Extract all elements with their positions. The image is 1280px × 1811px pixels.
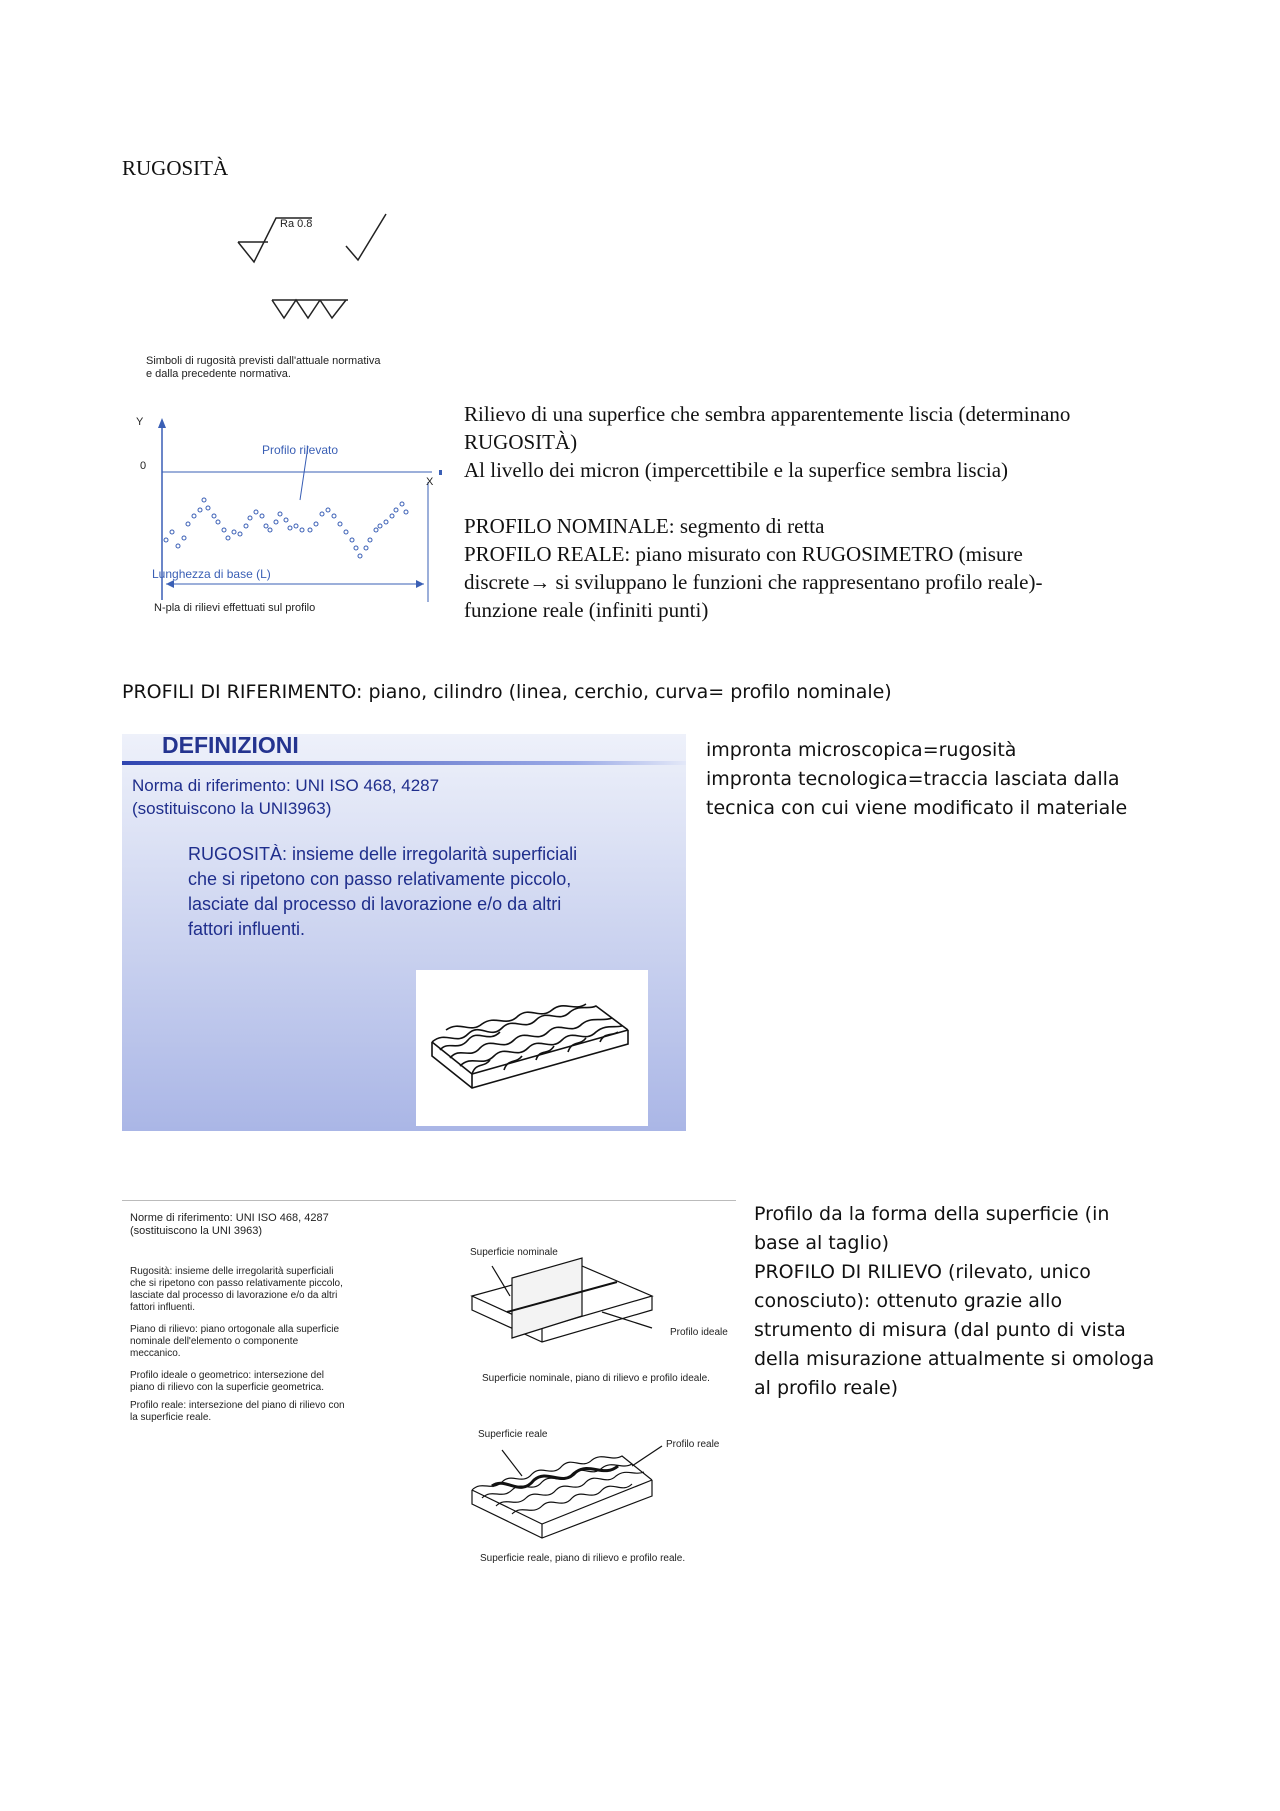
- caption-bottom: Superficie reale, piano di rilievo e profilo reale.: [480, 1553, 686, 1564]
- nominal-surface-drawing: [462, 1256, 682, 1356]
- superficie-nominale-label: Superficie nominale: [470, 1247, 558, 1258]
- slide-divider: [122, 761, 686, 765]
- superficie-reale-label: Superficie reale: [478, 1429, 548, 1440]
- base-length-label: Lunghezza di base (L): [152, 567, 271, 581]
- profile-figure: [130, 412, 450, 622]
- symbols-caption: Simboli di rugosità previsti dall'attuale normativa e dalla precedente normativa.: [146, 355, 381, 380]
- rough-surface-image: [416, 970, 648, 1126]
- roughness-symbols-image: [230, 208, 410, 328]
- x-axis-label: X: [426, 476, 434, 488]
- intro-paragraph: Rilievo di una superfice che sembra apparentemente liscia (determinano RUGOSITÀ) Al livello dei micron (impercettibile e la superfice sembra liscia) PROFILO NOMINALE: segmento di retta PROFILO REALE: piano misurato con RUGOSIMETRO (misure discrete→ si sviluppano le funzioni che rappresentano profilo reale)- funzione reale (infiniti punti): [464, 402, 1071, 622]
- arrow-icon: →: [529, 570, 551, 594]
- profilo-reale-label: Profilo reale: [666, 1439, 720, 1450]
- piano-rilievo-definition: Piano di rilievo: piano ortogonale alla superficie nominale dell'elemento o componente meccanico.: [130, 1324, 340, 1359]
- discrete-line: discrete→ si sviluppano le funzioni che rappresentano profilo reale)-: [464, 570, 1043, 594]
- profile-label: Profilo rilevato: [262, 443, 339, 457]
- norms-figure: [122, 1200, 736, 1570]
- zero-label: 0: [140, 460, 147, 472]
- rough-surface-drawing: [416, 970, 648, 1126]
- figure-top-border: [122, 1200, 736, 1201]
- reference-profiles-line: PROFILI DI RIFERIMENTO: piano, cilindro (linea, cerchio, curva= profilo nominale): [122, 681, 892, 703]
- slide-norm: Norma di riferimento: UNI ISO 468, 4287 (sostituiscono la UNI3963): [132, 776, 440, 818]
- real-surface-drawing: [462, 1440, 682, 1550]
- profilo-reale-definition: Profilo reale: intersezione del piano di rilievo con la superficie reale.: [130, 1400, 345, 1423]
- slide-definition: RUGOSITÀ: insieme delle irregolarità superficiali che si ripetono con passo relativamente piccolo, lasciate dal processo di lavorazione e/o da altri fattori influenti.: [188, 844, 578, 939]
- definitions-slide: [122, 734, 686, 1131]
- roughness-symbols-figure: [230, 208, 410, 328]
- norms-reference: Norme di riferimento: UNI ISO 468, 4287 (sostituiscono la UNI 3963): [130, 1212, 329, 1237]
- page-title: RUGOSITÀ: [122, 156, 229, 180]
- rilievo-paragraph: Profilo da la forma della superficie (in base al taglio) PROFILO DI RILIEVO (rilevato, unico conosciuto): ottenuto grazie allo strumento di misura (dal punto di vista della misurazione attualmente si omologa al profilo reale): [754, 1203, 1155, 1399]
- impronta-paragraph: impronta microscopica=rugosità impronta tecnologica=traccia lasciata dalla tecnica con cui viene modificato il materiale: [706, 739, 1128, 819]
- ra-label: Ra 0.8: [280, 218, 313, 230]
- profile-caption: N-pla di rilievi effettuati sul profilo: [154, 602, 316, 614]
- y-axis-label: Y: [136, 416, 144, 428]
- profilo-ideale-definition: Profilo ideale o geometrico: intersezione del piano di rilievo con la superficie geometrica.: [130, 1370, 324, 1393]
- profilo-ideale-label: Profilo ideale: [670, 1327, 728, 1338]
- rugosita-definition: Rugosità: insieme delle irregolarità superficiali che si ripetono con passo relativamente piccolo, lasciate dal processo di lavorazione e/o da altri fattori influenti.: [130, 1266, 343, 1313]
- slide-heading: DEFINIZIONI: [162, 732, 299, 758]
- caption-top: Superficie nominale, piano di rilievo e profilo ideale.: [482, 1373, 710, 1384]
